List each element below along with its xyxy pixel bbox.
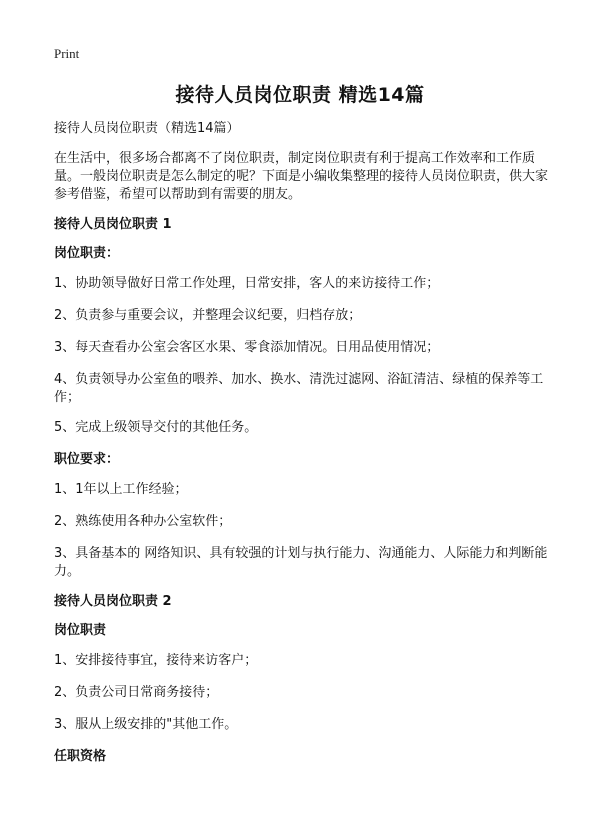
section-heading-2: 接待人员岗位职责 2 — [54, 594, 172, 609]
duty-item: 5、完成上级领导交付的其他任务。 — [54, 420, 258, 435]
requirement-item: 3、具备基本的 网络知识、具有较强的计划与执行能力、沟通能力、人际能力和判断能力。 — [54, 546, 548, 579]
requirement-item: 1、1年以上工作经验； — [54, 482, 188, 497]
requirements-label-1: 职位要求： — [54, 452, 120, 467]
document-body — [54, 120, 554, 778]
duty-item: 4、负责领导办公室鱼的喂养、加水、换水、清洗过滤网、浴缸清洁、绿植的保养等工作； — [54, 372, 544, 405]
print-link[interactable]: Print — [54, 46, 80, 61]
duty-item: 2、负责公司日常商务接待； — [54, 685, 219, 700]
intro-paragraph: 在生活中，很多场合都离不了岗位职责，制定岗位职责有利于提高工作效率和工作质量。一般岗位职责是怎么制定的呢？下面是小编收集整理的接待人员岗位职责，供大家参考借鉴，希望可以帮助到有需要的朋友。 — [54, 151, 549, 202]
requirements-label-2: 任职资格 — [54, 749, 107, 764]
section-heading-1: 接待人员岗位职责 1 — [54, 217, 172, 232]
duty-item: 1、协助领导做好日常工作处理，日常安排，客人的来访接待工作； — [54, 276, 440, 291]
duties-label-2: 岗位职责 — [54, 623, 107, 638]
duty-item: 1、安排接待事宜，接待来访客户； — [54, 653, 258, 668]
duty-item: 3、服从上级安排的"其他工作。 — [54, 717, 238, 732]
duties-label-1: 岗位职责： — [54, 246, 120, 261]
duty-item: 3、每天查看办公室会客区水果、零食添加情况。日用品使用情况； — [54, 340, 440, 355]
document-title: 接待人员岗位职责 精选14篇 — [175, 84, 425, 106]
document-subtitle: 接待人员岗位职责（精选14篇） — [54, 121, 240, 136]
duty-item: 2、负责参与重要会议，并整理会议纪要，归档存放； — [54, 308, 362, 323]
requirement-item: 2、熟练使用各种办公室软件； — [54, 514, 232, 529]
